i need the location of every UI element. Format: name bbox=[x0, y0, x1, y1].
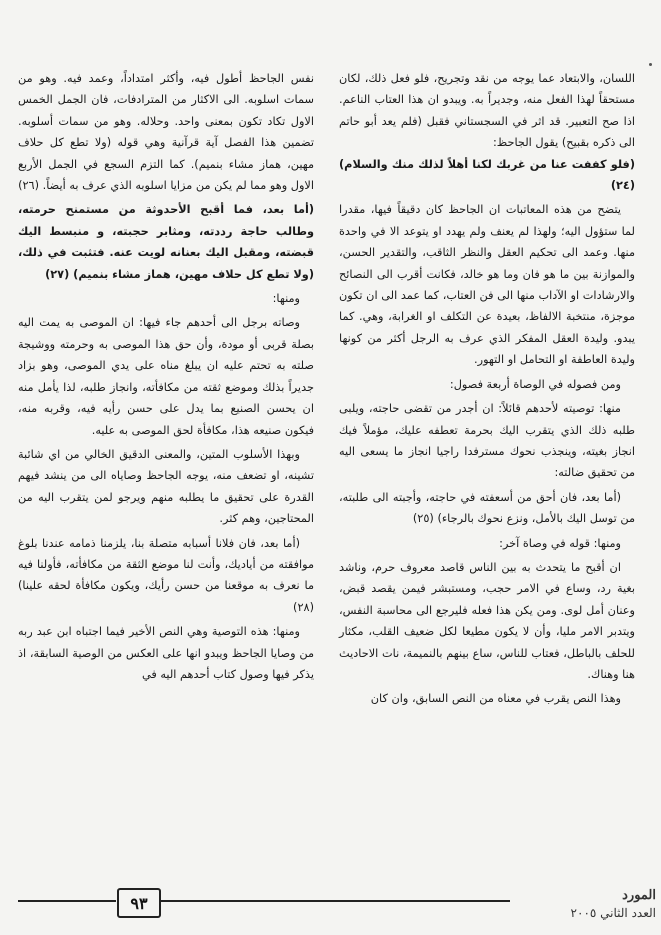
footer-rule-left bbox=[18, 900, 116, 902]
paragraph: (أما بعد، فان فلانا أسبابه متصلة بنا، يلزمنا ذمامه عندنا بلوغ موافقته من أياديك، وأنت لنا موضع الثقة من مكافأته، فأولنا فيه ما نعرف به موقعنا من حسن رأيك، ويكون مكافأة لحقه علينا) (٢٨) bbox=[18, 536, 314, 614]
paragraph: ومن فصوله في الوصاة أربعة فصول: bbox=[449, 377, 621, 391]
page-number: ٩٣ bbox=[117, 888, 161, 918]
paragraph: (أما بعد، فان أحق من أسعفته في حاجته، وأجبته الى طلبته، من توسل اليك بالأمل، ونزع نحوك بالرجاء) (٢٥) bbox=[339, 490, 635, 526]
footnote-marker: (٢٧) bbox=[45, 267, 70, 281]
paragraph: منها: توصيته لأحدهم قائلاً: ان أجدر من تقضى حاجته، ويلبى طلبه ذلك الذي يتقرب اليك بحرمة تعطفه عليك، مؤملاً فيك انجاز بغيته، وينجذب نحوك مسترفدا راجيا انجاز ما يسعى اليه من تحقيق ضالته: bbox=[339, 402, 635, 480]
journal-masthead bbox=[510, 888, 656, 922]
footnote-marker: (٢٤) bbox=[610, 179, 635, 193]
paragraph: وصاته برجل الى أحدهم جاء فيها: ان الموصى به يمت اليه بصلة قربى أو مودة، وأن حق هذا الموصى به وحرمته ووشيجة صلته به تحتم عليه ان يبلغ مناه على يدي الموصى، وهو بزاد جديراً بذلك وموضع ثقته من مكافأته، وانجاز طلبه، لذا يأمل منه ان يحسن الصنيع بما يدل على حسن رأيه فيه، وقربه منه، فيكون صنيعه هذا، مكافأة لحق الموصى به عليه. bbox=[18, 316, 314, 437]
paragraph: يتضح من هذه المعاتبات ان الجاحظ كان دقيقاً فيها، مقدرا لما ستؤول اليه؛ ولهذا لم يعنف ولم يهدد او يتوعد الا في واحدة منها. وعمد الى تحكيم العقل والنظر الثاقب، والتقدير الحسن، والموازنة بين ما هو فان وما هو خالد، فكانت أقرب الى النصائح والارشادات او الآداب منها الى فن العتاب، كما عمد الى ان تكون موجزة، منتخبة الالفاظ، بعيدة عن التكلف او الغرابة، وهي. كما يبدو. وليدة العقل المفكر الذي عرف به الرجل أكثر من كونها وليدة العاطفة او التحامل او التهور. bbox=[339, 203, 635, 367]
corner-dot bbox=[649, 63, 652, 66]
footnote-marker: (٢٥) bbox=[412, 512, 434, 526]
paragraph: ومنها: هذه التوصية وهي النص الأخير فيما اجتباه ابن عبد ربه من وصايا الجاحظ ويبدو انها على العكس من الوصية السابقة، اذ يذكر فيها وصول كتاب أحدهم اليه في bbox=[18, 625, 314, 681]
quoted-passage: (أما بعد، فما أقبح الأحدوثة من مستمنح حرمته، وطالب حاجة رددته، ومثابر حجبته، و منبسط اليك قبضته، ومقبل اليك بعنانه لويت عنه. فتثبت في ذلك، (ولا تطع كل حلاف مهين، هماز مشاء بنميم) (٢٧) bbox=[18, 203, 314, 281]
paragraph: ومنها: bbox=[272, 292, 300, 306]
paragraph: وهذا النص يقرب في معناه من النص السابق، وان كان bbox=[370, 692, 621, 706]
paragraph: نفس الجاحظ أطول فيه، وأكثر امتداداً، وعمد فيه. وهو من سمات اسلوبه. الى الاكثار من المترادفات، فان الجمل الخمس الاول تكاد تكون بمعنى واحد. وحلاله. وهو من سمات أسلوبه. تضمين هذا الفصل آية قرآنية وهي قوله (ولا تطع كل حلاف مهين، هماز مشاء بنميم). كما التزم السجع في الجمل الأربع الاول وهو مما لم يكن من مزايا اسلوبه الذي عرف به أيضاً. (٢٦) bbox=[18, 72, 314, 193]
paragraph: ومنها: قوله في وصاة آخر: bbox=[499, 536, 621, 550]
quoted-passage: (فلو كففت عنا من غربك لكنا أهلاً لذلك منك والسلام) (٢٤) bbox=[339, 157, 635, 193]
footnote-marker: (٢٦) bbox=[18, 179, 40, 193]
journal-issue: العدد الثاني ٢٠٠٥ bbox=[570, 906, 656, 920]
footnote-marker: (٢٨) bbox=[293, 600, 314, 614]
journal-name: المورد bbox=[622, 888, 656, 903]
paragraph: وبهذا الأسلوب المتين، والمعنى الدقيق الخالي من اي شائبة تشينه، او تضعف منه، يوجه الجاحظ وصاياه الى من ينشد فيهم القدرة على تحقيق ما يطلبه منهم ويرجو لمن يتقرب اليه من المحتاجين، وهم كثر. bbox=[18, 447, 314, 526]
page-footer bbox=[0, 884, 661, 935]
text-column-right bbox=[339, 68, 635, 710]
paragraph: ان أقبح ما يتحدث به بين الناس قاصد معروف حرم، وناشد بغية رد، وساع في الامر حجب، ومستبشر فيمن يقصد قبض، وعنان أمل لوى. ومن يكن هذا فعله فليرجع الى محاسبة النفس، ويتدبر الامر مليا، وأن لا يكون مطيعا لكل ضعيف القلب، مكثار للحلف بالباطل، فعتاب للناس، ساع بينهم بالنميمة، نات الاحاديث هنا وهناك. bbox=[339, 560, 635, 681]
paragraph: اللسان، والابتعاد عما يوجه من نقد وتجريح، فلو فعل ذلك، لكان مستحقاً لهذا الفعل منه، وجديراً به. ويبدو ان هذا العتاب الناعم. اذا صح التعبير. قد اثر في السجستاني فقبل (فلم يعد أبو حاتم الى ذكره بقبيح) يقول الجاحظ: bbox=[339, 72, 635, 150]
footer-rule-right bbox=[158, 900, 510, 902]
text-column-left bbox=[18, 68, 314, 685]
